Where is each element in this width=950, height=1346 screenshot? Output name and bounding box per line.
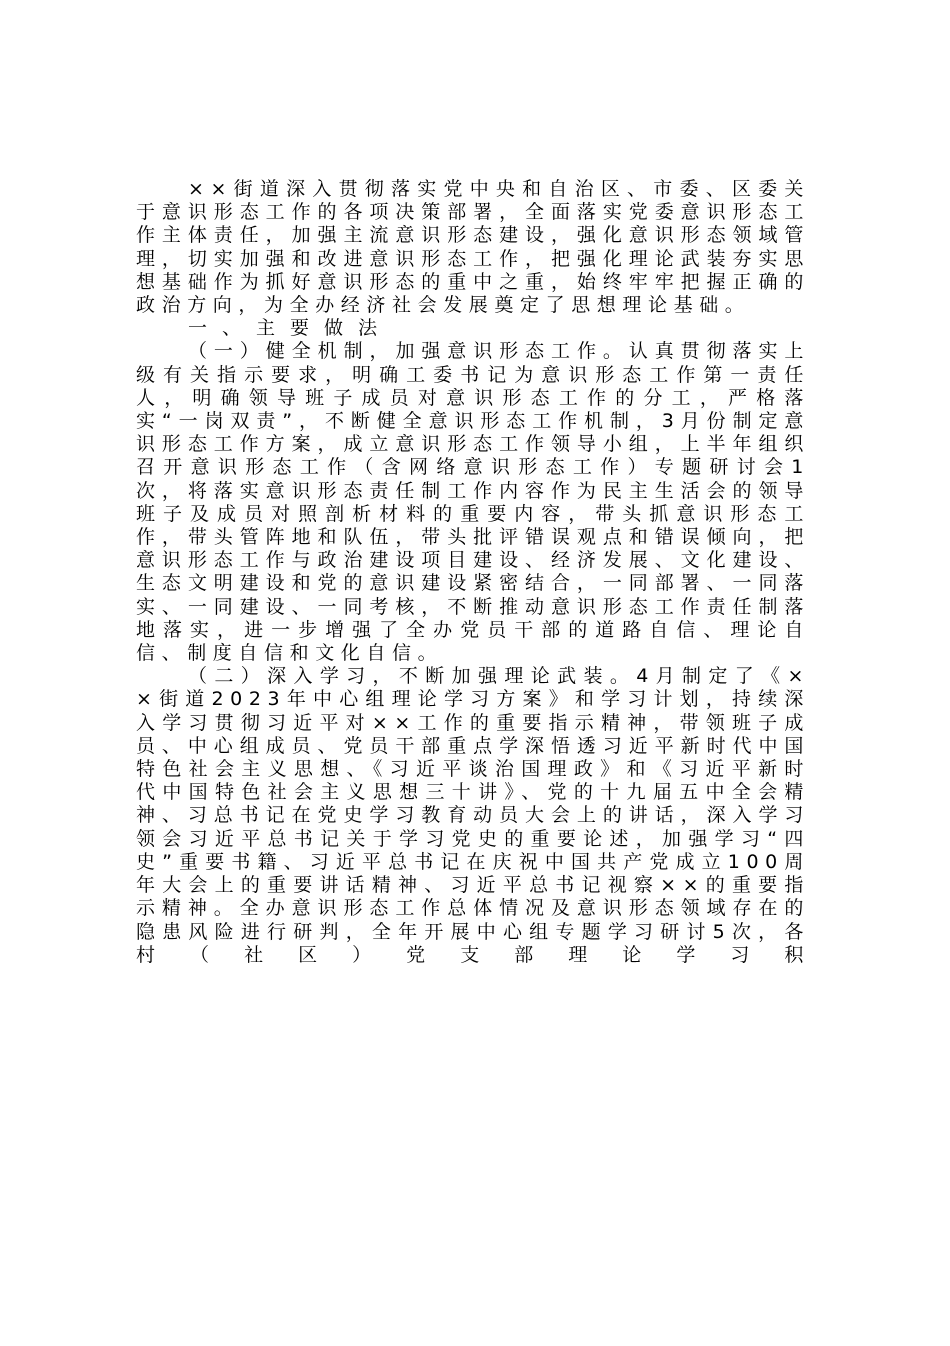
paragraph-study: （二）深入学习，不断加强理论武装。4月制定了《××街道2023年中心组理论学习方案》和学习计划，持续深入学习贯彻习近平对××工作的重要指示精神，带领班子成员、中心组成员、党员干部重点学深悟透习近平新时代中国特色社会主义思想、《习近平谈治国理政》和《习近平新时代中国特色社会主义思想三十讲》、党的十九届五中全会精神、习总书记在党史学习教育动员大会上的讲话，深入学习领会习近平总书记关于学习党史的重要论述，加强学习“四史”重要书籍、习近平总书记在庆祝中国共产党成立100周年大会上的重要讲话精神、习近平总书记视察××的重要指示精神。全办意识形态工作总体情况及意识形态领域存在的隐患风险进行研判，全年开展中心组专题学习研讨5次，各村（社区）党支部理论学习积	[136, 665, 810, 966]
section-heading: 一、主要做法	[188, 317, 393, 340]
document-body	[136, 178, 810, 967]
intro-paragraph: ××街道深入贯彻落实党中央和自治区、市委、区委关于意识形态工作的各项决策部署，全面落实党委意识形态工作主体责任，加强主流意识形态建设，强化意识形态领域管理，切实加强和改进意识形态工作，把强化理论武装夯实思想基础作为抓好意识形态的重中之重，始终牢牢把握正确的政治方向，为全办经济社会发展奠定了思想理论基础。	[136, 178, 810, 317]
paragraph-mechanism: （一）健全机制，加强意识形态工作。认真贯彻落实上级有关指示要求，明确工委书记为意识形态工作第一责任人，明确领导班子成员对意识形态工作的分工，严格落实“一岗双责”，不断健全意识形态工作机制，3月份制定意识形态工作方案，成立意识形态工作领导小组，上半年组织召开意识形态工作（含网络意识形态工作）专题研讨会1次，将落实意识形态责任制工作内容作为民主生活会的领导班子及成员对照剖析材料的重要内容，带头抓意识形态工作，带头管阵地和队伍，带头批评错误观点和错误倾向，把意识形态工作与政治建设项目建设、经济发展、文化建设、生态文明建设和党的意识建设紧密结合，一同部署、一同落实、一同建设、一同考核，不断推动意识形态工作责任制落地落实，进一步增强了全办党员干部的道路自信、理论自信、制度自信和文化自信。	[136, 340, 810, 665]
